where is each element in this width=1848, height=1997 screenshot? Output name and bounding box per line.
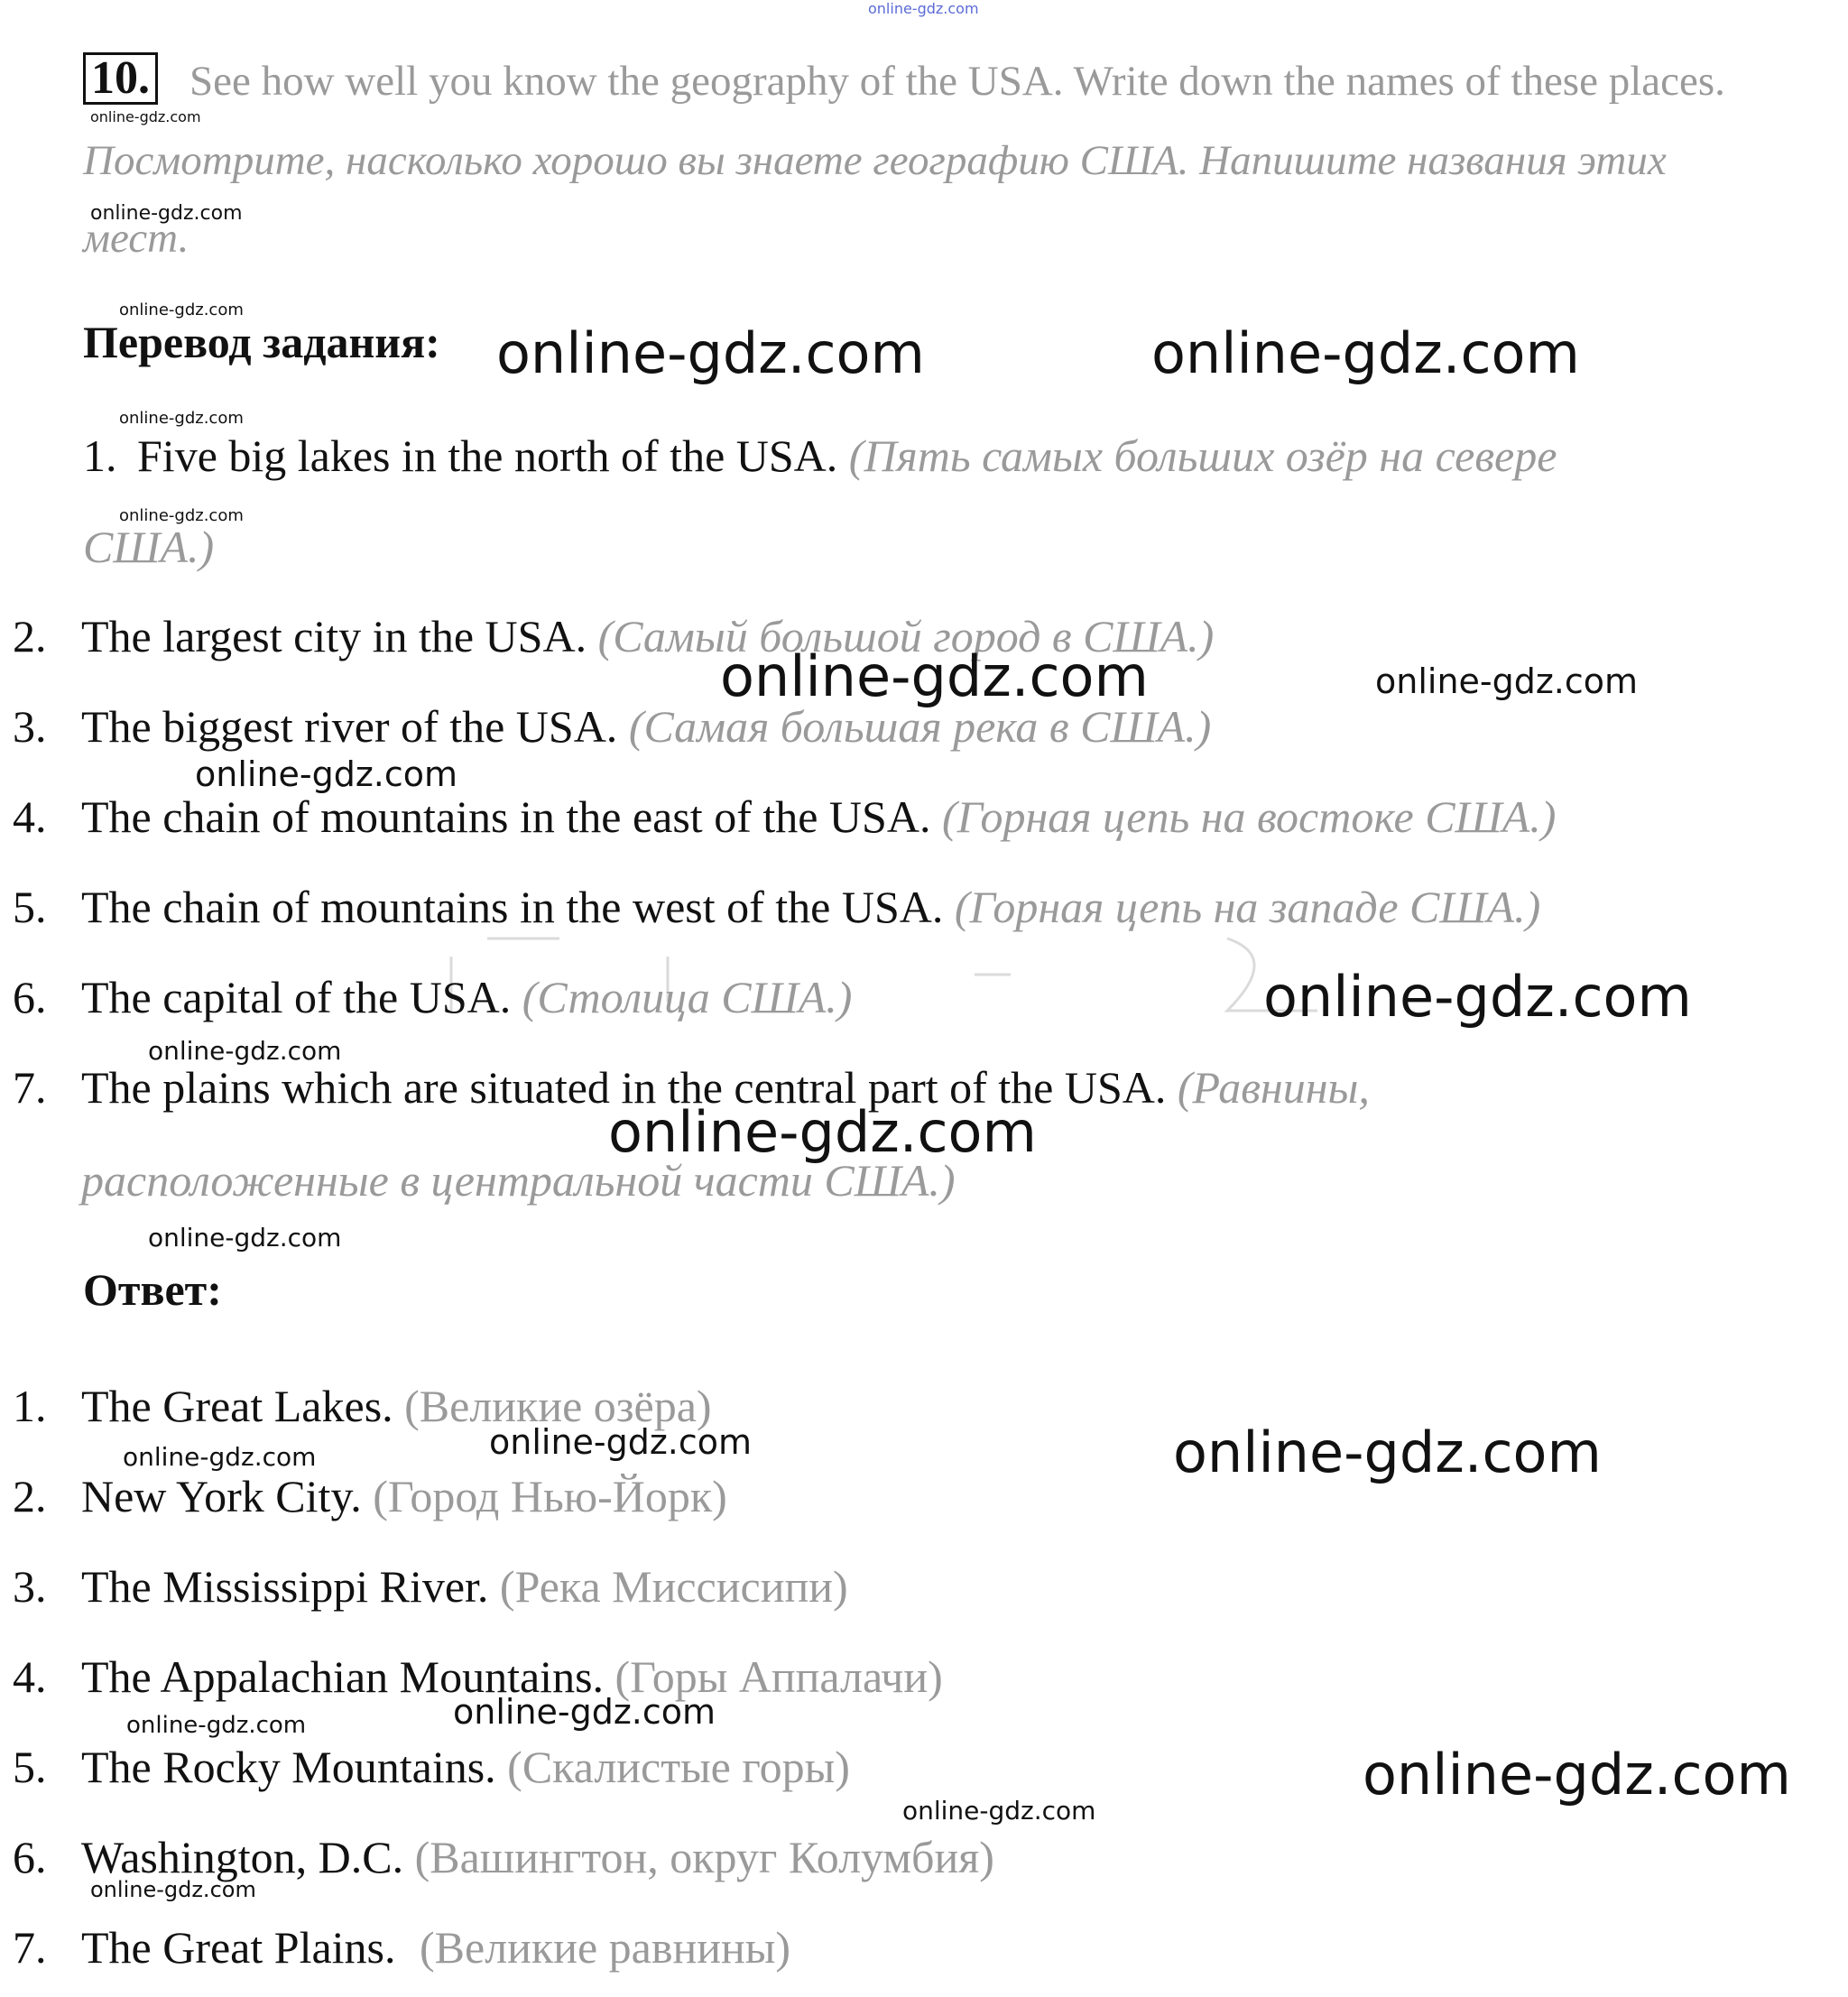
question-text: The chain of mountains in the west of the USA.	[81, 882, 944, 932]
watermark-large: online-gdz.com	[496, 320, 925, 386]
answer-text: The Rocky Mountains.	[81, 1742, 496, 1792]
watermark: online-gdz.com	[119, 409, 244, 428]
answer-translation: (Река Миссисипи)	[499, 1561, 848, 1612]
task-instruction-ru-cont: мест.	[83, 215, 189, 262]
watermark-large: online-gdz.com	[608, 1099, 1037, 1165]
question-text: The plains which are situated in the central part of the USA.	[81, 1062, 1167, 1113]
answer-6	[13, 1830, 994, 1884]
question-translation: (Пять самых больших озёр на севере	[848, 430, 1557, 481]
answer-translation: (Великие равнины)	[420, 1922, 790, 1973]
watermark: online-gdz.com	[1375, 661, 1639, 701]
watermark: online-gdz.com	[148, 1036, 342, 1066]
answer-number: 2.	[13, 1471, 47, 1521]
question-number: 2.	[13, 611, 47, 661]
watermark: online-gdz.com	[126, 1712, 307, 1739]
answer-translation: (Горы Аппалачи)	[614, 1651, 943, 1702]
answer-7	[13, 1920, 790, 1974]
answer-translation: (Вашингтон, округ Колумбия)	[414, 1832, 994, 1882]
answer-translation: (Скалистые горы)	[507, 1742, 850, 1792]
answer-translation: (Великие озёра)	[404, 1381, 712, 1431]
answer-number: 7.	[13, 1922, 47, 1973]
question-number: 1.	[83, 430, 117, 481]
question-text: The biggest river of the USA.	[81, 701, 618, 752]
answer-number: 1.	[13, 1381, 47, 1431]
answer-text: Washington, D.C.	[81, 1832, 404, 1882]
question-translation: (Самая большая река в США.)	[628, 701, 1212, 752]
question-1-translation-cont: США.)	[83, 522, 215, 572]
watermark: online-gdz.com	[119, 300, 244, 319]
watermark: online-gdz.com	[195, 754, 458, 794]
watermark-large: online-gdz.com	[1173, 1419, 1602, 1485]
question-4	[13, 790, 1556, 844]
question-3	[13, 699, 1211, 753]
question-translation: (Горная цепь на востоке США.)	[941, 791, 1557, 842]
answer-number: 6.	[13, 1832, 47, 1882]
question-translation: (Равнины,	[1177, 1062, 1370, 1113]
task-instruction-en: See how well you know the geography of the USA. Write down the names of these places.	[189, 58, 1725, 105]
question-1	[83, 429, 1557, 483]
question-number: 3.	[13, 701, 47, 752]
question-translation: (Столица США.)	[522, 972, 853, 1022]
question-text: The chain of mountains in the east of the USA.	[81, 791, 931, 842]
answer-3	[13, 1559, 848, 1613]
task-number: 10.	[83, 52, 158, 105]
watermark: online-gdz.com	[148, 1223, 342, 1253]
answer-number: 4.	[13, 1651, 47, 1702]
watermark: online-gdz.com	[90, 202, 243, 225]
answer-text: The Great Plains.	[81, 1922, 396, 1973]
watermark: online-gdz.com	[90, 1877, 256, 1902]
question-7-translation-cont: расположенные в центральной части США.)	[81, 1155, 956, 1206]
answer-heading: Ответ:	[83, 1264, 222, 1315]
watermark-large: online-gdz.com	[1151, 320, 1580, 386]
question-translation: (Самый большой город в США.)	[597, 611, 1215, 661]
answer-text: The Great Lakes.	[81, 1381, 393, 1431]
question-number: 5.	[13, 882, 47, 932]
watermark: online-gdz.com	[123, 1442, 317, 1472]
question-number: 6.	[13, 972, 47, 1022]
watermark: online-gdz.com	[119, 506, 244, 525]
watermark: online-gdz.com	[453, 1692, 716, 1732]
answer-text: The Mississippi River.	[81, 1561, 489, 1612]
task-instruction-ru: Посмотрите, насколько хорошо вы знаете географию США. Напишите названия этих	[83, 137, 1667, 184]
watermark-top: online-gdz.com	[868, 0, 979, 17]
answer-text: New York City.	[81, 1471, 362, 1521]
answer-number: 3.	[13, 1561, 47, 1612]
question-6	[13, 970, 852, 1024]
watermark-large: online-gdz.com	[1263, 964, 1692, 1030]
watermark-large: online-gdz.com	[1363, 1742, 1791, 1807]
question-text: The largest city in the USA.	[81, 611, 587, 661]
question-number: 7.	[13, 1062, 47, 1113]
answer-text: The Appalachian Mountains.	[81, 1651, 605, 1702]
watermark: online-gdz.com	[489, 1422, 753, 1462]
question-text: The capital of the USA.	[81, 972, 512, 1022]
question-translation: (Горная цепь на западе США.)	[954, 882, 1541, 932]
question-text: Five big lakes in the north of the USA.	[137, 430, 838, 481]
question-number: 4.	[13, 791, 47, 842]
watermark-large: online-gdz.com	[720, 643, 1149, 709]
translation-heading: Перевод задания:	[83, 317, 440, 367]
answer-number: 5.	[13, 1742, 47, 1792]
answer-2	[13, 1469, 727, 1523]
answer-translation: (Город Нью-Йорк)	[373, 1471, 727, 1521]
watermark: online-gdz.com	[902, 1796, 1096, 1826]
answer-5	[13, 1740, 850, 1794]
watermark: online-gdz.com	[90, 108, 201, 125]
